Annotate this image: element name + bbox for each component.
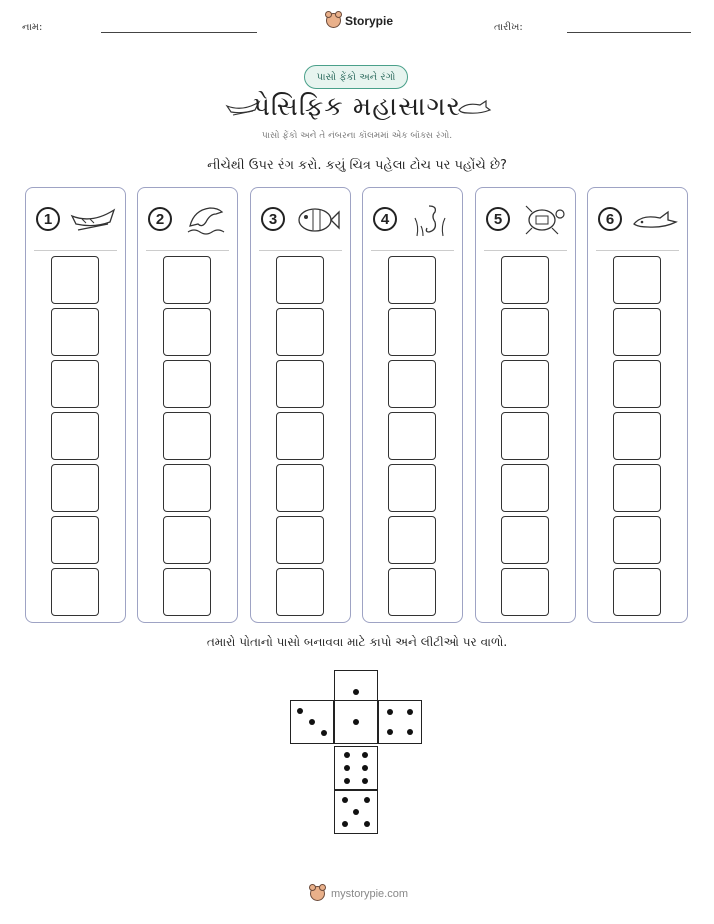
color-box[interactable] bbox=[388, 308, 436, 356]
color-box[interactable] bbox=[51, 256, 99, 304]
bear-icon bbox=[326, 13, 341, 28]
die-face bbox=[334, 790, 378, 834]
column-divider bbox=[596, 250, 679, 251]
color-box[interactable] bbox=[613, 464, 661, 512]
column-number: 2 bbox=[148, 207, 172, 231]
footer bbox=[310, 886, 408, 901]
column-number: 4 bbox=[373, 207, 397, 231]
die-pip bbox=[297, 708, 303, 714]
color-box[interactable] bbox=[501, 412, 549, 460]
color-box[interactable] bbox=[163, 256, 211, 304]
column-number: 5 bbox=[486, 207, 510, 231]
column-number: 1 bbox=[36, 207, 60, 231]
color-box[interactable] bbox=[388, 412, 436, 460]
column-2 bbox=[137, 187, 238, 623]
color-box[interactable] bbox=[613, 360, 661, 408]
column-number: 6 bbox=[598, 207, 622, 231]
die-pip bbox=[353, 809, 359, 815]
page-title: પેસિફિક મહાસાગર bbox=[253, 92, 461, 122]
subtitle: પાસો ફેંકો અને તે નંબરના કૉલમમાં એક બૉક્સ રંગો. bbox=[261, 131, 453, 141]
color-box[interactable] bbox=[501, 464, 549, 512]
question: નીચેથી ઉપર રંગ કરો. કયું ચિત્ર પહેલા ટોચ પર પહોંચે છે? bbox=[207, 158, 507, 173]
color-box[interactable] bbox=[163, 568, 211, 616]
color-box[interactable] bbox=[501, 516, 549, 564]
color-box[interactable] bbox=[163, 360, 211, 408]
color-box[interactable] bbox=[163, 464, 211, 512]
die-face bbox=[378, 700, 422, 744]
footer-url: mystorypie.com bbox=[331, 887, 409, 900]
column-divider bbox=[371, 250, 454, 251]
canoe-icon bbox=[68, 202, 118, 238]
die-pip bbox=[364, 821, 370, 827]
column-5 bbox=[475, 187, 576, 623]
color-box[interactable] bbox=[501, 360, 549, 408]
die-pip bbox=[362, 752, 368, 758]
color-box[interactable] bbox=[51, 516, 99, 564]
die-pip bbox=[353, 719, 359, 725]
color-box[interactable] bbox=[163, 412, 211, 460]
die-pip bbox=[353, 689, 359, 695]
color-box[interactable] bbox=[51, 360, 99, 408]
brand-name: Storypie bbox=[345, 13, 394, 28]
color-box[interactable] bbox=[163, 516, 211, 564]
die-face bbox=[290, 700, 334, 744]
die-pip bbox=[362, 778, 368, 784]
color-box[interactable] bbox=[388, 516, 436, 564]
column-divider bbox=[484, 250, 567, 251]
color-box[interactable] bbox=[276, 256, 324, 304]
die-pip bbox=[309, 719, 315, 725]
color-box[interactable] bbox=[51, 464, 99, 512]
color-box[interactable] bbox=[51, 308, 99, 356]
die-face bbox=[334, 700, 378, 744]
color-box[interactable] bbox=[388, 568, 436, 616]
die-pip bbox=[387, 729, 393, 735]
seahorse-icon bbox=[405, 202, 455, 238]
fish-icon bbox=[293, 202, 343, 238]
cutout-instruction: તમારો પોતાનો પાસો બનાવવા માટે કાપો અને લીટીઓ પર વાળો. bbox=[206, 635, 508, 649]
color-box[interactable] bbox=[388, 464, 436, 512]
color-box[interactable] bbox=[51, 412, 99, 460]
column-6 bbox=[587, 187, 688, 623]
die-pip bbox=[362, 765, 368, 771]
die-pip bbox=[387, 709, 393, 715]
name-line bbox=[101, 32, 257, 33]
whale-icon bbox=[456, 96, 492, 118]
color-box[interactable] bbox=[388, 256, 436, 304]
turtle-icon bbox=[518, 202, 568, 238]
die-pip bbox=[342, 797, 348, 803]
color-box[interactable] bbox=[613, 568, 661, 616]
color-box[interactable] bbox=[613, 256, 661, 304]
whale-icon bbox=[630, 202, 680, 238]
column-number: 3 bbox=[261, 207, 285, 231]
color-box[interactable] bbox=[276, 464, 324, 512]
die-pip bbox=[344, 752, 350, 758]
date-line bbox=[567, 32, 691, 33]
die-pip bbox=[364, 797, 370, 803]
die-pip bbox=[342, 821, 348, 827]
activity-badge: પાસો ફેંકો અને રંગો bbox=[304, 65, 408, 89]
color-box[interactable] bbox=[276, 412, 324, 460]
color-box[interactable] bbox=[613, 412, 661, 460]
color-box[interactable] bbox=[613, 308, 661, 356]
color-box[interactable] bbox=[501, 308, 549, 356]
column-1 bbox=[25, 187, 126, 623]
color-box[interactable] bbox=[276, 568, 324, 616]
color-box[interactable] bbox=[501, 568, 549, 616]
color-box[interactable] bbox=[388, 360, 436, 408]
die-pip bbox=[407, 729, 413, 735]
die-face bbox=[334, 746, 378, 790]
column-3 bbox=[250, 187, 351, 623]
die-pip bbox=[321, 730, 327, 736]
color-box[interactable] bbox=[613, 516, 661, 564]
bear-icon bbox=[310, 886, 325, 901]
color-box[interactable] bbox=[501, 256, 549, 304]
dolphin-icon bbox=[180, 202, 230, 238]
color-box[interactable] bbox=[276, 308, 324, 356]
die-pip bbox=[344, 778, 350, 784]
name-label: નામ: bbox=[22, 22, 43, 33]
color-box[interactable] bbox=[51, 568, 99, 616]
column-4 bbox=[362, 187, 463, 623]
die-pip bbox=[344, 765, 350, 771]
date-label: તારીખ: bbox=[494, 22, 523, 33]
column-divider bbox=[259, 250, 342, 251]
color-box[interactable] bbox=[276, 360, 324, 408]
die-pip bbox=[407, 709, 413, 715]
brand-logo bbox=[326, 13, 393, 28]
column-divider bbox=[146, 250, 229, 251]
column-divider bbox=[34, 250, 117, 251]
color-box[interactable] bbox=[276, 516, 324, 564]
color-box[interactable] bbox=[163, 308, 211, 356]
